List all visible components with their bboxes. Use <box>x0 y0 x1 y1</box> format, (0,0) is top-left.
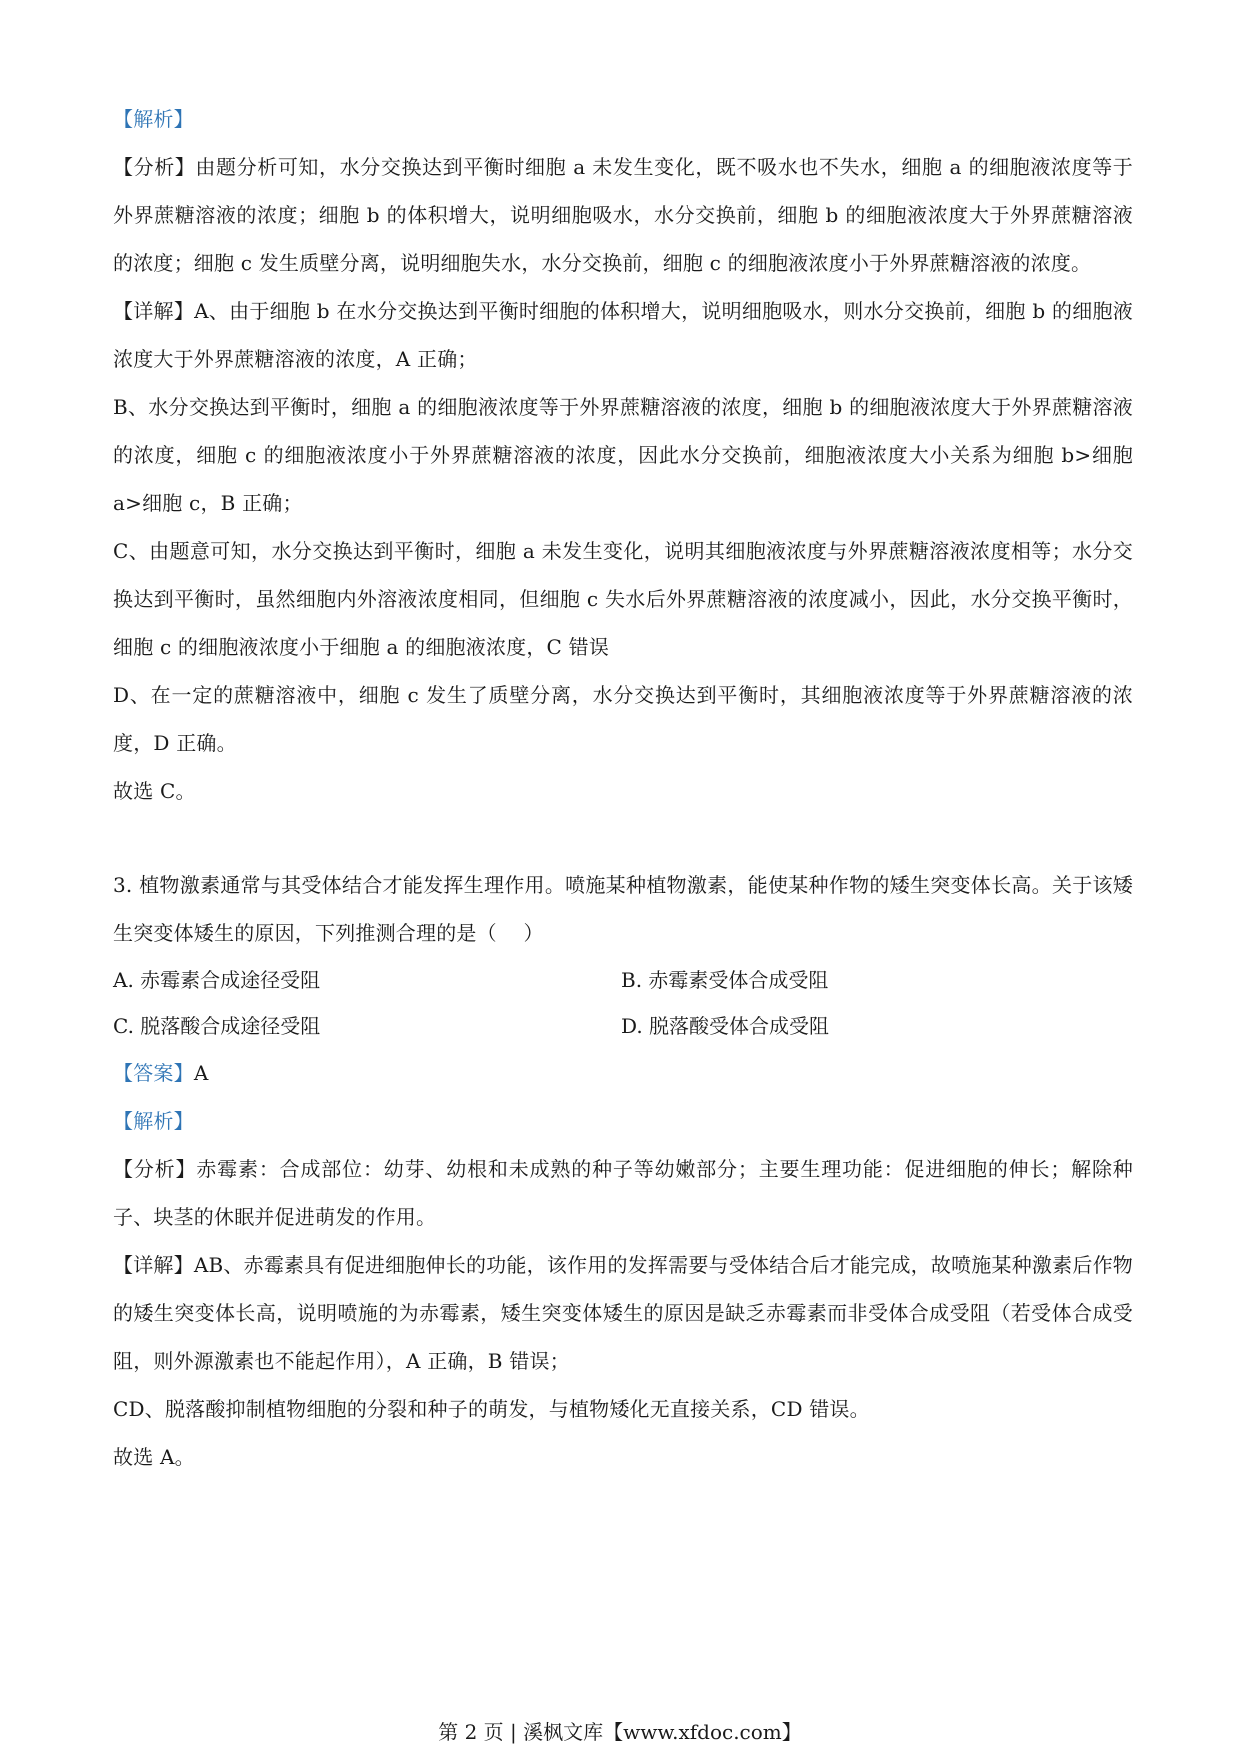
jiexi-label-q3: 【解析】 <box>113 1109 194 1133</box>
fenxi-label: 【分析】 <box>113 155 196 179</box>
fenxi-label-q3: 【分析】 <box>113 1157 197 1181</box>
options-row-2 <box>113 1003 1133 1049</box>
options-row-1 <box>113 957 1133 1003</box>
option-b-explanation: B、水分交换达到平衡时，细胞 a 的细胞液浓度等于外界蔗糖溶液的浓度，细胞 b 的细胞液浓度大于外界蔗糖溶液的浓度，细胞 c 的细胞液浓度小于外界蔗糖溶液的浓度，因此水分交换前，细胞液浓度大小关系为细胞 b>细胞 a>细胞 c，B 正确； <box>113 395 1133 515</box>
conclusion-text-q3: 故选 A。 <box>113 1445 195 1469</box>
answer-line <box>113 1049 1133 1097</box>
detail-paragraph-q3 <box>113 1241 1133 1385</box>
analysis-heading-q3 <box>113 1097 1133 1145</box>
answer-label: 【答案】 <box>113 1061 194 1085</box>
page-content <box>113 95 1133 1481</box>
option-d: D. 脱落酸受体合成受阻 <box>621 1014 830 1038</box>
detail-paragraph <box>113 287 1133 383</box>
analysis-heading <box>113 95 1133 143</box>
xiangjie-text-q3: AB、赤霉素具有促进细胞伸长的功能，该作用的发挥需要与受体结合后才能完成，故喷施某种激素后作物的矮生突变体长高，说明喷施的为赤霉素，矮生突变体矮生的原因是缺乏赤霉素而非受体合成受阻（若受体合成受阻，则外源激素也不能起作用），A 正确，B 错误； <box>113 1253 1133 1373</box>
option-a: A. 赤霉素合成途径受阻 <box>113 968 321 992</box>
page-footer: 第 2 页 | 溪枫文库【www.xfdoc.com】 <box>438 1720 802 1744</box>
conclusion-text: 故选 C。 <box>113 779 196 803</box>
question-stem: 3. 植物激素通常与其受体结合才能发挥生理作用。喷施某种植物激素，能使某种作物的矮生突变体长高。关于该矮生突变体矮生的原因，下列推测合理的是（ ） <box>113 873 1133 945</box>
option-cd-explanation: CD、脱落酸抑制植物细胞的分裂和种子的萌发，与植物矮化无直接关系，CD 错误。 <box>113 1397 870 1421</box>
xiangjie-label: 【详解】 <box>113 299 195 323</box>
option-d-explanation: D、在一定的蔗糖溶液中，细胞 c 发生了质壁分离，水分交换达到平衡时，其细胞液浓度等于外界蔗糖溶液的浓度，D 正确。 <box>113 683 1133 755</box>
section-spacer <box>113 815 1133 861</box>
analysis-paragraph-q3 <box>113 1145 1133 1241</box>
fenxi-text-q3: 赤霉素：合成部位：幼芽、幼根和未成熟的种子等幼嫩部分；主要生理功能：促进细胞的伸长；解除种子、块茎的休眠并促进萌发的作用。 <box>113 1157 1133 1229</box>
xiangjie-label-q3: 【详解】 <box>113 1253 194 1277</box>
option-c: C. 脱落酸合成途径受阻 <box>113 1014 321 1038</box>
jiexi-label: 【解析】 <box>113 107 194 131</box>
option-c-explanation: C、由题意可知，水分交换达到平衡时，细胞 a 未发生变化，说明其细胞液浓度与外界蔗糖溶液浓度相等；水分交换达到平衡时，虽然细胞内外溶液浓度相同，但细胞 c 失水后外界蔗糖溶液的浓度减小，因此，水分交换平衡时，细胞 c 的细胞液浓度小于细胞 a 的细胞液浓度，C 错误 <box>113 539 1133 659</box>
option-b: B. 赤霉素受体合成受阻 <box>621 968 829 992</box>
analysis-paragraph <box>113 143 1133 287</box>
xiangjie-text: A、由于细胞 b 在水分交换达到平衡时细胞的体积增大，说明细胞吸水，则水分交换前，细胞 b 的细胞液浓度大于外界蔗糖溶液的浓度，A 正确； <box>113 299 1133 371</box>
fenxi-text: 由题分析可知，水分交换达到平衡时细胞 a 未发生变化，既不吸水也不失水，细胞 a 的细胞液浓度等于外界蔗糖溶液的浓度；细胞 b 的体积增大，说明细胞吸水，水分交换前，细胞 b 的细胞液浓度大于外界蔗糖溶液的浓度；细胞 c 发生质壁分离，说明细胞失水，水分交换前，细胞 c 的细胞液浓度小于外界蔗糖溶液的浓度。 <box>113 155 1133 275</box>
answer-value: A <box>193 1061 209 1085</box>
